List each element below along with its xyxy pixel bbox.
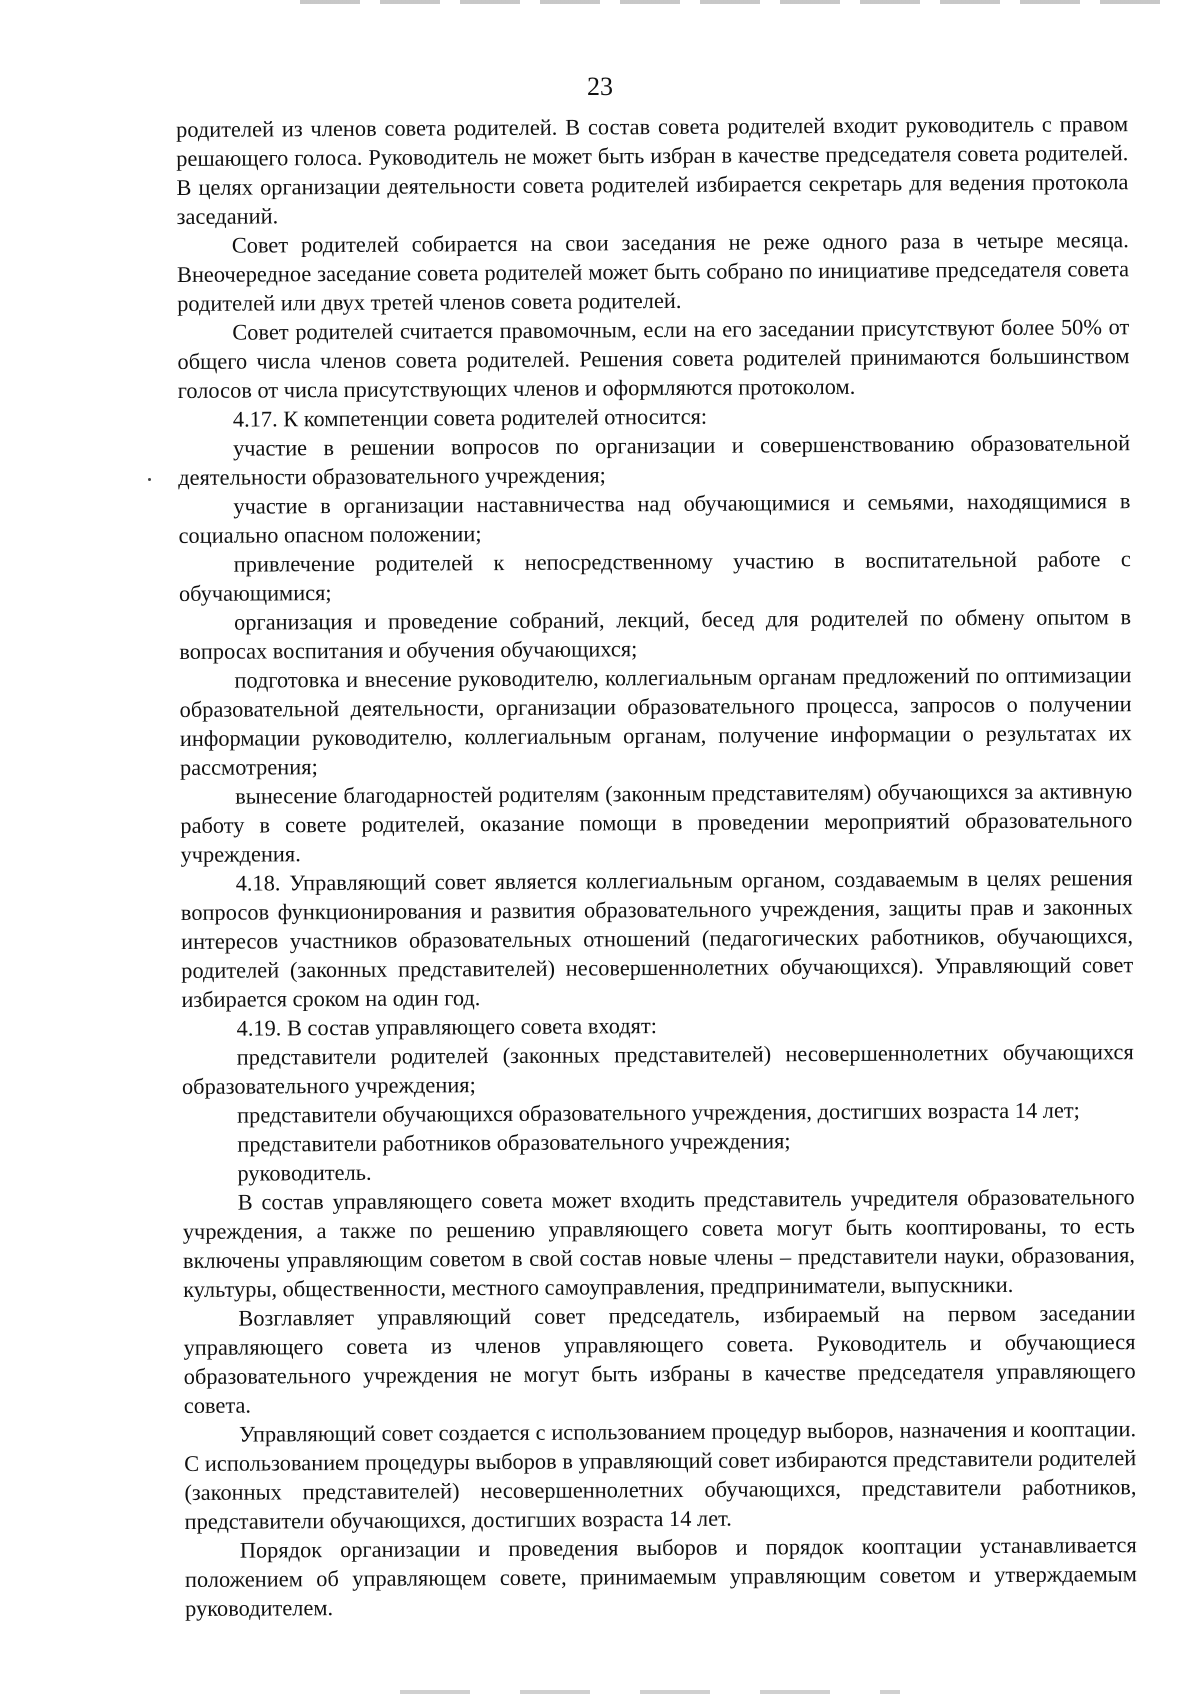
competence-item: организация и проведение собраний, лекций, бесед для родителей по обмену опытом в вопросах воспитания и обучения обучающихся; — [179, 604, 1132, 664]
page-number: 23 — [587, 72, 613, 101]
paragraph-procedure: Порядок организации и проведения выборов и порядок кооптации устанавливается положением об управляющем совете, принимаемым управляющим советом и утверждаемым руководителем. — [184, 1532, 1138, 1621]
paragraph-cooptation: В состав управляющего совета может входить представитель учредителя образовательного учреждения, а также по решению управляющего совета могут быть кооптированы, то есть включены управляющим советом в свой состав новые члены – представители науки, образования, культуры, общественности, местного самоуправления, предприниматели, выпускники. — [182, 1184, 1136, 1302]
section-4-18: 4.18. Управляющий совет является коллегиальным органом, создаваемым в целях решения вопросов функционирования и развития образовательного учреждения, защиты прав и законных интересов участников образовательных отношений (педагогических работников, обучающихся, родителей (законных представителей) несовершеннолетних обучающихся). Управляющий совет избирается сроком на один год. — [180, 865, 1134, 1012]
paragraph-quorum: Совет родителей считается правомочным, если на его заседании присутствуют более 50% от общего числа членов совета родителей. Решения совета родителей принимаются большинством голосов от числа присутствующих членов и оформляются протоколом. — [177, 314, 1130, 403]
section-4-17-heading: 4.17. К компетенции совета родителей относится: — [232, 403, 708, 432]
paragraph-elections: Управляющий совет создается с использованием процедур выборов, назначения и кооптации. С использованием процедуры выборов в управляющий совет избираются представители родителей (законных представителей) несовершеннолетних обучающихся, представители работников, представители обучающихся, достигших возраста 14 лет. — [184, 1416, 1137, 1534]
council-member-item: руководитель. — [237, 1159, 372, 1186]
competence-item: участие в организации наставничества над обучающимися и семьями, находящимися в социально опасном положении; — [178, 488, 1131, 548]
competence-item: привлечение родителей к непосредственному участию в воспитательной работе с обучающимися; — [178, 546, 1131, 606]
council-member-item: представители обучающихся образовательного учреждения, достигших возраста 14 лет; — [237, 1097, 1080, 1128]
competence-item: участие в решении вопросов по организации и совершенствованию образовательной деятельности образовательного учреждения; — [178, 430, 1131, 490]
council-member-item: представители работников образовательного учреждения; — [237, 1128, 791, 1157]
paragraph-continuation: родителей из членов совета родителей. В состав совета родителей входит руководитель с правом решающего голоса. Руководитель не может быть избран в качестве председателя совета родителей. В целях организации деятельности совета родителей избирается секретарь для ведения протокола заседаний. — [176, 111, 1129, 229]
paragraph-chairman: Возглавляет управляющий совет председатель, избираемый на первом заседании управляющего совета из членов управляющего совета. Руководитель и обучающиеся образовательного учреждения не могут быть избраны в качестве председателя управляющего совета. — [183, 1300, 1136, 1418]
council-member-item: представители родителей (законных представителей) несовершеннолетних обучающихся образовательного учреждения; — [181, 1039, 1134, 1099]
paragraph-meeting-frequency: Совет родителей собирается на свои заседания не реже одного раза в четыре месяца. Внеочередное заседание совета родителей может быть собрано по инициативе председателя совета родителей или двух третей членов совета родителей. — [176, 227, 1130, 316]
section-4-19-heading: 4.19. В состав управляющего совета входят: — [236, 1013, 658, 1041]
scan-edge-top — [300, 0, 1160, 4]
competence-item: подготовка и внесение руководителю, коллегиальным органам предложений по оптимизации образовательной деятельности, организации образовательного процесса, запросов о получении информации руководителю, коллегиальным органам, получение информации о результатах их рассмотрения; — [179, 662, 1132, 780]
document-body — [176, 109, 1137, 1623]
margin-mark — [148, 478, 151, 481]
scan-edge-bottom — [400, 1690, 900, 1694]
competence-item: вынесение благодарностей родителям (законным представителям) обучающихся за активную работу в совете родителей, оказание помощи в проведении мероприятий образовательного учреждения. — [180, 778, 1133, 867]
